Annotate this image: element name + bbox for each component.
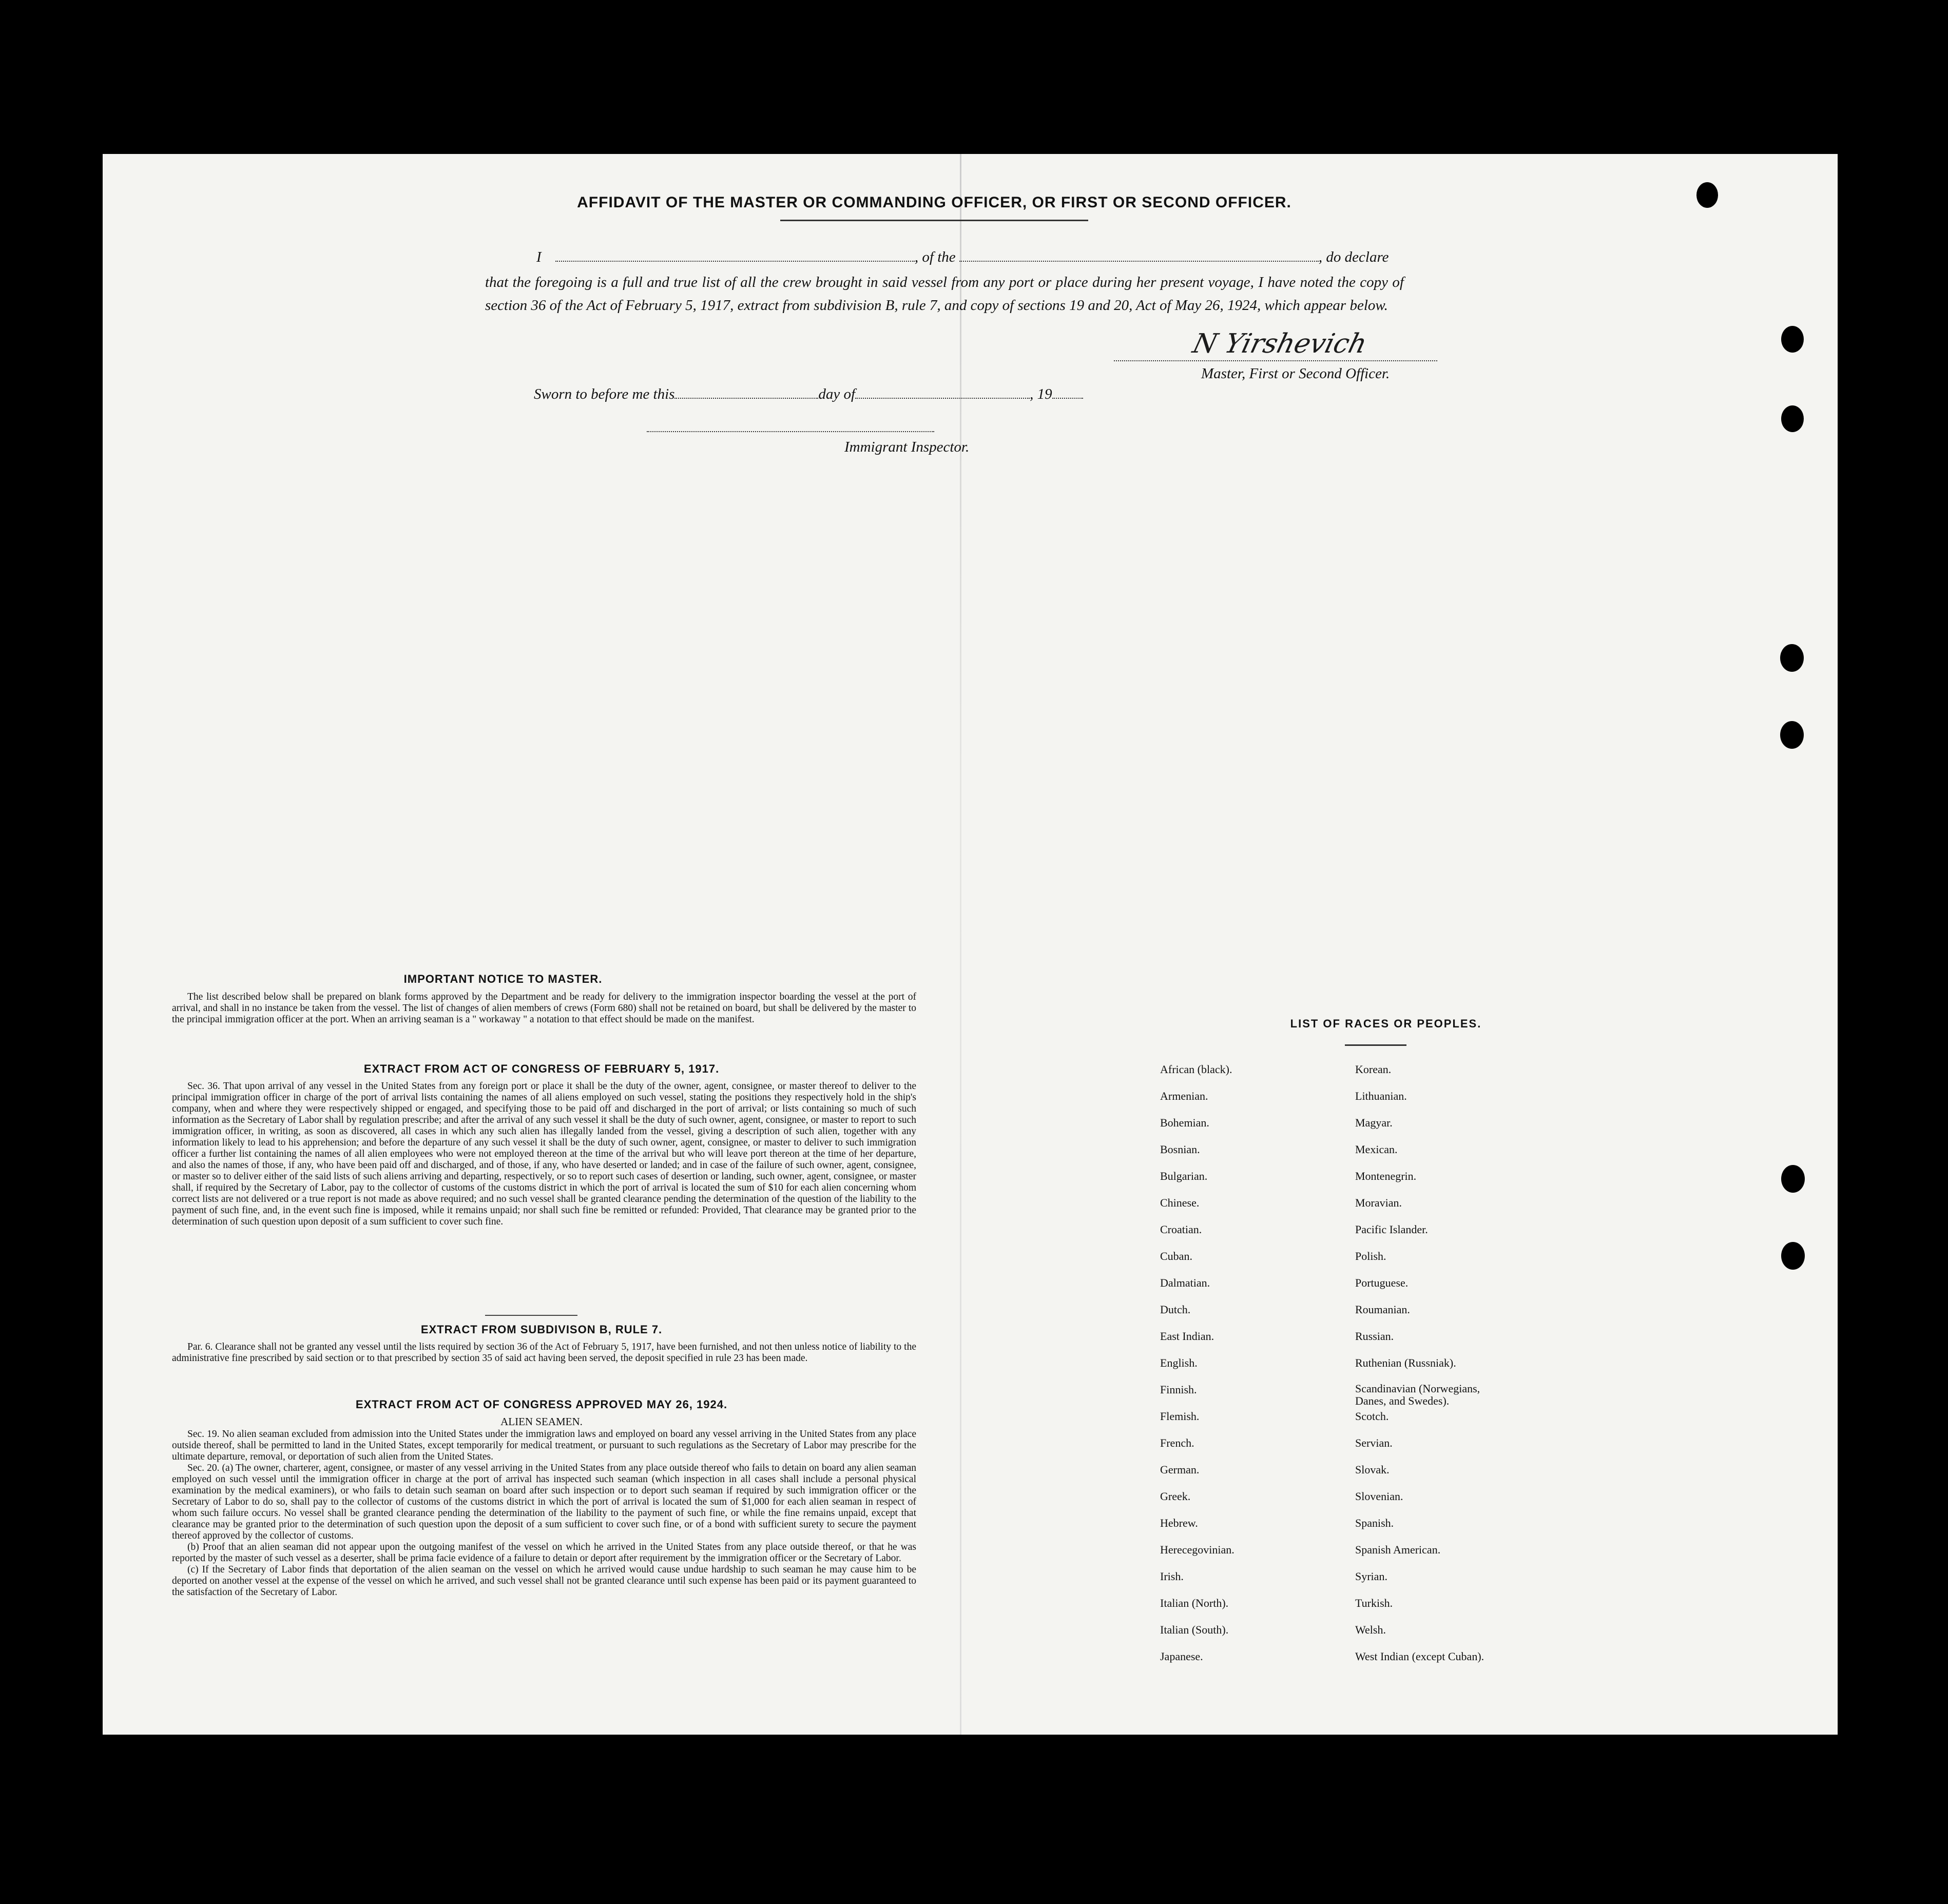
race-item: Polish. (1355, 1250, 1386, 1262)
races-title: LIST OF RACES OR PEOPLES. (1290, 1017, 1482, 1030)
race-item: Spanish. (1355, 1517, 1394, 1529)
race-item: West Indian (except Cuban). (1355, 1650, 1484, 1663)
race-item: Korean. (1355, 1063, 1392, 1076)
vessel-blank (959, 259, 1319, 262)
inspector-caption: Immigrant Inspector. (844, 439, 970, 455)
race-item: Welsh. (1355, 1623, 1386, 1636)
race-item: Cuban. (1160, 1250, 1192, 1262)
races-right-column (1355, 1062, 1509, 1676)
extract-1924-text (172, 1429, 916, 1598)
year-label: , 19 (1030, 386, 1052, 402)
race-item: Spanish American. (1355, 1543, 1441, 1556)
race-item: Chinese. (1160, 1196, 1200, 1209)
day-of-label: day of (818, 386, 856, 402)
notice-text: The list described below shall be prepared on blank forms approved by the Department and be ready for delivery to the immigration inspector boarding the vessel at the port of arrival, and shall in no instance be taken from the vessel. The list of changes of alien members of crews (Form 680) shall not be retained on board, but shall be delivered by the master to the principal immigration officer at the port. When an arriving seaman is a " workaway " a notation to that effect should be made on the manifest. (172, 992, 916, 1025)
punch-hole (1781, 1242, 1805, 1270)
signature-caption: Master, First or Second Officer. (1201, 365, 1390, 382)
race-item: Italian (North). (1160, 1597, 1229, 1609)
race-item: Moravian. (1355, 1196, 1402, 1209)
extract-1917-title: EXTRACT FROM ACT OF CONGRESS OF FEBRUARY 5, 1917. (363, 1062, 720, 1075)
affidavit-of-the: , of the (914, 249, 956, 265)
race-item: Russian. (1355, 1330, 1394, 1343)
race-item: Montenegrin. (1355, 1170, 1417, 1182)
sec-20b: (b) Proof that an alien seaman did not appear upon the outgoing manifest of the vessel on which he arrived in the United States from any place outside thereof, or that he was reported by the master of such vessel as a deserter, shall be prima facie evidence of a failure to detain or deport after requirement by the immigration officer or the Secretary of Labor. (172, 1542, 916, 1564)
title-rule (780, 220, 1088, 221)
sec-19: Sec. 19. No alien seaman excluded from admission into the United States under the immigration laws and employed on board any vessel arriving in the United States from any place outside thereof, shall be permitted to land in the United States, except temporarily for medical treatment, or pursuant to such regulations as the Secretary of Labor may prescribe for the ultimate departure, removal, or deportation of such alien from the United States. (172, 1429, 916, 1462)
race-item: Lithuanian. (1355, 1090, 1407, 1102)
race-item: Pacific Islander. (1355, 1223, 1428, 1236)
race-item: Roumanian. (1355, 1303, 1410, 1316)
race-item: Servian. (1355, 1436, 1393, 1449)
race-item: Armenian. (1160, 1090, 1208, 1102)
race-item: Hebrew. (1160, 1517, 1198, 1529)
race-item: Scandinavian (Norwegians, Danes, and Swedes). (1355, 1382, 1480, 1407)
punch-hole (1696, 182, 1718, 208)
sec-20c: (c) If the Secretary of Labor finds that deportation of the alien seaman on the vessel on which he arrived would cause undue hardship to such seaman he may cause him to be deported on another vessel at the expense of the vessel on which he arrived, and such vessel shall not be granted clearance until such expense has been paid or its payment guaranteed to the satisfaction of the Secretary of Labor. (172, 1564, 916, 1598)
affidavit-i: I (536, 249, 542, 265)
subdivision-title: EXTRACT FROM SUBDIVISON B, RULE 7. (420, 1323, 663, 1336)
race-item: Croatian. (1160, 1223, 1202, 1236)
sworn-label: Sworn to before me this (534, 386, 675, 402)
race-item: Herecegovinian. (1160, 1543, 1235, 1556)
document-sheet (103, 154, 1838, 1735)
alien-seamen-subtitle: ALIEN SEAMEN. (500, 1415, 583, 1428)
race-item: Bulgarian. (1160, 1170, 1208, 1182)
inspector-line (647, 431, 934, 432)
subdivision-text: Par. 6. Clearance shall not be granted any vessel until the lists required by section 36 of the Act of February 5, 1917, have been furnished, and not then unless notice of liability to the administrative fine prescribed by said section or to that prescribed by section 35 of said act having been served, the deposit specified in rule 23 has been made. (172, 1342, 916, 1364)
year-blank (1052, 396, 1083, 399)
extract-1917-text: Sec. 36. That upon arrival of any vessel in the United States from any foreign port or place it shall be the duty of the owner, agent, consignee, or master thereof to deliver to the principal immigration officer in charge of the port of arrival lists containing the names of all aliens employed on such vessel, stating the positions they respectively hold in the ship's company, when and where they were respectively shipped or engaged, and specifying those to be paid off and discharged in the port of arrival; or lists containing so much of such information as the Secretary of Labor shall by regulation prescribe; and after the arrival of any such vessel it shall be the duty of such owner, agent, consignee, or master to report to such immigration officer, in writing, as soon as discovered, all cases in which any such alien has illegally landed from the vessel, giving a description of such alien, together with any information likely to lead to his apprehension; and before the departure of any such vessel it shall be the duty of such owner, agent, consignee, or master to deliver to such immigration officer a further list containing the names of all alien employees who were not employed thereon at the time of the arrival but who will leave port thereon at the time of her departure, and also the names of those, if any, who have been paid off and discharged, and of those, if any, who have deserted or landed; and in case of the failure of such owner, agent, consignee, or master so to deliver either of the said lists of such aliens arriving and departing, respectively, or so to report such cases of desertion or landing, such owner, agent, consignee, or master shall, if required by the Secretary of Labor, pay to the collector of customs of the customs district in which the port of arrival is located the sum of $10 for each alien concerning whom correct lists are not delivered or a true report is not made as above required; and no such vessel shall be granted clearance pending the determination of the question of the liability to the payment of such fine, and, in the event such fine is imposed, while it remains unpaid; nor shall such fine be remitted or refunded: Provided, That clearance may be granted prior to the determination of such question upon deposit of a sum sufficient to cover such fine. (172, 1081, 916, 1227)
race-item: Slovenian. (1355, 1490, 1403, 1503)
race-item: East Indian. (1160, 1330, 1214, 1343)
race-item: Flemish. (1160, 1410, 1200, 1423)
signature: N Yirshevich (1189, 328, 1370, 359)
race-item: African (black). (1160, 1063, 1232, 1076)
race-item: Irish. (1160, 1570, 1184, 1583)
race-item: Scotch. (1355, 1410, 1389, 1423)
sworn-day-blank (674, 396, 818, 399)
races-rule (1345, 1044, 1406, 1046)
race-item: Finnish. (1160, 1383, 1197, 1396)
race-item: Syrian. (1355, 1570, 1387, 1583)
race-item: Ruthenian (Russniak). (1355, 1356, 1456, 1369)
race-item: Portuguese. (1355, 1276, 1409, 1289)
affidavit-title: AFFIDAVIT OF THE MASTER OR COMMANDING OFFICER, OR FIRST OR SECOND OFFICER. (577, 194, 1291, 211)
race-item: Bohemian. (1160, 1116, 1209, 1129)
race-item: German. (1160, 1463, 1200, 1476)
signature-line (1114, 360, 1437, 361)
sec-20a: Sec. 20. (a) The owner, charterer, agent, consignee, or master of any vessel arriving in the United States from any place outside thereof who fails to detain on board any alien seaman employed on such vessel until the immigration officer in charge at the port of arrival has inspected such seaman (which inspection in all cases shall include a personal physical examination by the medical examiners), or who fails to detain such seaman on board after such inspection or to deport such seaman if required by such immigration officer or the Secretary of Labor to do so, shall pay to the collector of customs of the customs district in which the port of arrival is located the sum of $1,000 for each alien seaman in respect of whom such failure occurs. No vessel shall be granted clearance pending the determination of the liability to the payment of such fine, or while the fine remains unpaid, except that clearance may be granted prior to the determination of such question upon the deposit of a sum sufficient to cover such fine, or of a bond with sufficient surety to secure the payment thereof approved by the collector of customs. (172, 1463, 916, 1541)
punch-hole (1780, 721, 1804, 749)
race-item: Dutch. (1160, 1303, 1191, 1316)
race-item: French. (1160, 1436, 1194, 1449)
extract-1924-title: EXTRACT FROM ACT OF CONGRESS APPROVED MAY 26, 1924. (355, 1398, 728, 1411)
section-rule (485, 1315, 577, 1316)
race-item: Magyar. (1355, 1116, 1393, 1129)
race-item: English. (1160, 1356, 1198, 1369)
punch-hole (1781, 326, 1804, 353)
race-item: Turkish. (1355, 1597, 1393, 1609)
race-item: Dalmatian. (1160, 1276, 1210, 1289)
race-item: Slovak. (1355, 1463, 1390, 1476)
race-item: Greek. (1160, 1490, 1191, 1503)
race-item: Japanese. (1160, 1650, 1203, 1663)
affidavit-declare: , do declare (1318, 249, 1389, 265)
punch-hole (1780, 644, 1804, 672)
name-blank (555, 259, 915, 262)
races-left-column (1160, 1062, 1235, 1676)
affidavit-body: that the foregoing is a full and true list of all the crew brought in said vessel from any port or place during her present voyage, I have noted the copy of section 36 of the Act of February 5, 1917, extract from subdivision B, rule 7, and copy of sections 19 and 20, Act of May 26, 1924, which appear below. (485, 274, 1404, 314)
punch-hole (1781, 405, 1804, 432)
race-item: Italian (South). (1160, 1623, 1229, 1636)
race-item: Bosnian. (1160, 1143, 1200, 1156)
punch-hole (1781, 1165, 1805, 1193)
notice-title: IMPORTANT NOTICE TO MASTER. (403, 973, 603, 985)
race-item: Mexican. (1355, 1143, 1398, 1156)
month-blank (855, 396, 1030, 399)
